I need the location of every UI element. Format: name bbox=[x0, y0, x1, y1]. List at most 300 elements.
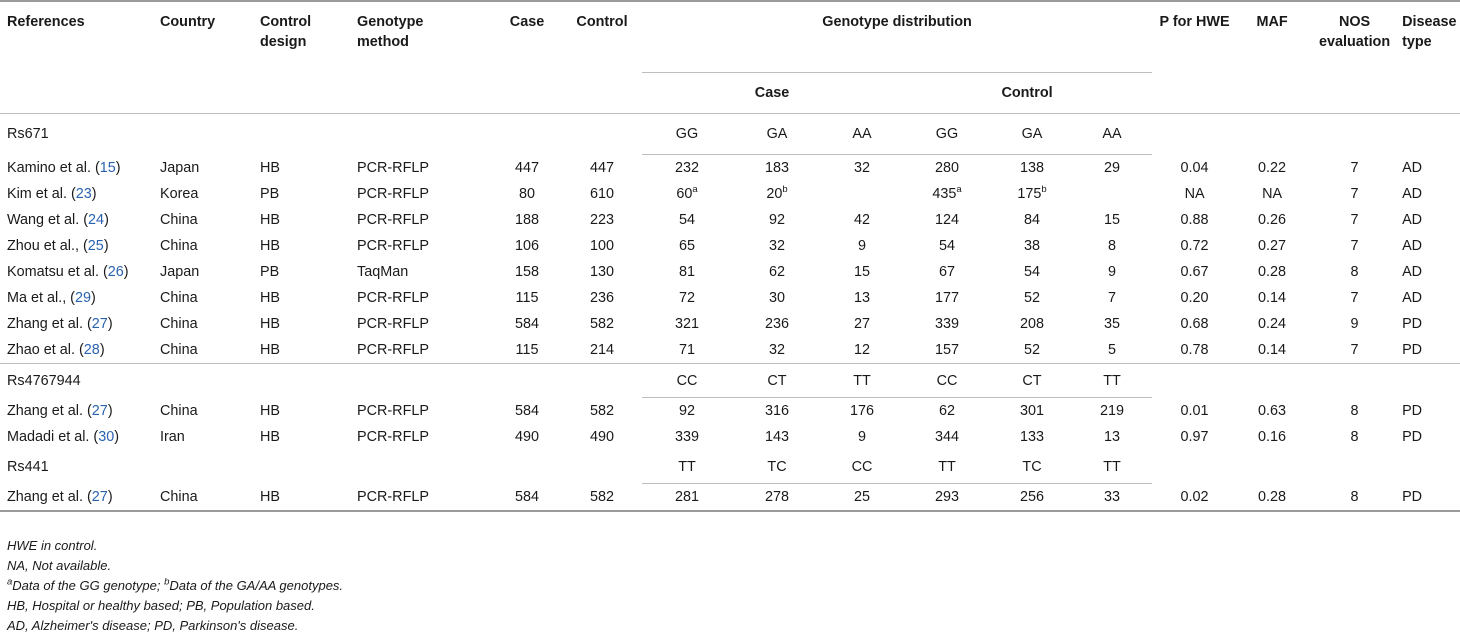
header-gd-control: Control bbox=[1001, 85, 1053, 101]
method-cell: PCR-RFLP bbox=[357, 159, 429, 176]
design-cell: HB bbox=[260, 342, 280, 358]
header-maf: MAF bbox=[1256, 14, 1288, 30]
genotype-count-cell bbox=[902, 259, 992, 285]
table-body bbox=[0, 114, 1460, 512]
country-cell: China bbox=[160, 342, 198, 358]
genotype-count: 65 bbox=[678, 238, 695, 254]
author-text: Kim et al. ( bbox=[7, 186, 76, 202]
genotype-count: 92 bbox=[678, 403, 695, 419]
maf-cell: 0.14 bbox=[1258, 342, 1287, 358]
genotype-count-cell bbox=[1072, 484, 1152, 512]
genotype-label: GG bbox=[902, 114, 992, 155]
genotype-count: 33 bbox=[1104, 489, 1121, 505]
control-cell: 236 bbox=[589, 290, 614, 306]
table-row bbox=[0, 398, 1460, 425]
genotype-count-cell bbox=[992, 207, 1072, 233]
genotype-count-cell bbox=[732, 155, 822, 182]
p-hwe-cell: 0.78 bbox=[1180, 342, 1209, 358]
maf-cell: 0.28 bbox=[1258, 264, 1287, 280]
genotype-count-cell bbox=[732, 207, 822, 233]
genotype-count: 256 bbox=[1019, 489, 1044, 505]
nos-cell: 7 bbox=[1350, 290, 1359, 306]
genotype-count: 27 bbox=[853, 316, 870, 332]
case-cell: 158 bbox=[514, 264, 539, 280]
nos-cell: 7 bbox=[1350, 342, 1359, 358]
reference-link[interactable]: 27 bbox=[91, 488, 108, 505]
reference-link[interactable]: 27 bbox=[91, 316, 108, 332]
author-text: Komatsu et al. ( bbox=[7, 264, 108, 280]
genotype-count-cell bbox=[642, 311, 732, 337]
genotype-count-cell bbox=[1072, 207, 1152, 233]
table-row bbox=[0, 424, 1460, 450]
genotype-count-cell bbox=[642, 207, 732, 233]
reference-link[interactable]: 23 bbox=[75, 186, 92, 202]
maf-cell: NA bbox=[1262, 186, 1283, 202]
genotype-label: TT bbox=[1072, 450, 1152, 484]
case-cell: 584 bbox=[514, 402, 539, 419]
control-cell: 582 bbox=[589, 316, 614, 332]
genotype-count: 13 bbox=[1104, 429, 1121, 445]
country-cell: China bbox=[160, 402, 198, 419]
genotype-count-cell bbox=[822, 207, 902, 233]
empty-cell bbox=[1152, 450, 1237, 484]
genotype-count-cell bbox=[902, 285, 992, 311]
genotype-count: 133 bbox=[1019, 429, 1044, 445]
genotype-count: 316 bbox=[764, 403, 789, 419]
genotype-count-cell bbox=[902, 337, 992, 364]
genotype-count: 54 bbox=[1023, 264, 1040, 280]
genotype-count-cell bbox=[642, 337, 732, 364]
footnote-design: HB, Hospital or healthy based; PB, Population based. bbox=[7, 598, 315, 613]
method-cell: PCR-RFLP bbox=[357, 316, 429, 332]
p-hwe-cell: 0.02 bbox=[1152, 484, 1237, 512]
genotype-count: 232 bbox=[674, 160, 699, 176]
method-cell: PCR-RFLP bbox=[357, 402, 429, 419]
genotype-count: 62 bbox=[938, 403, 955, 419]
reference-cell bbox=[0, 311, 160, 337]
p-hwe-cell: 0.72 bbox=[1180, 238, 1209, 254]
genotype-count: 293 bbox=[934, 489, 959, 505]
genotype-label: AA bbox=[822, 114, 902, 155]
genotype-count-cell bbox=[992, 398, 1072, 425]
design-cell: HB bbox=[260, 159, 280, 176]
genotype-count-cell bbox=[732, 233, 822, 259]
genotype-count: 138 bbox=[1019, 160, 1044, 176]
genotype-count: 32 bbox=[768, 238, 785, 254]
genotype-count: 20 bbox=[766, 186, 783, 202]
country-cell: Japan bbox=[160, 159, 200, 176]
genotype-count-cell bbox=[822, 337, 902, 364]
genotype-count: 280 bbox=[934, 160, 959, 176]
genotype-count-cell bbox=[1072, 285, 1152, 311]
table-row bbox=[0, 207, 1460, 233]
reference-link[interactable]: 26 bbox=[107, 264, 124, 280]
genotype-count-cell bbox=[1072, 155, 1152, 182]
country-cell: Iran bbox=[160, 429, 185, 445]
genotype-count-cell bbox=[1072, 181, 1152, 207]
genotype-count-cell bbox=[1072, 398, 1152, 425]
header-nos: NOS evaluation bbox=[1318, 14, 1391, 50]
author-text: Zhou et al., ( bbox=[7, 238, 88, 254]
genotype-count: 67 bbox=[938, 264, 955, 280]
p-hwe-cell: NA bbox=[1184, 186, 1205, 202]
genotype-count-cell bbox=[822, 181, 902, 207]
author-tail: ) bbox=[99, 342, 105, 358]
genotype-count: 219 bbox=[1100, 403, 1125, 419]
p-hwe-cell: 0.67 bbox=[1180, 264, 1209, 280]
genotype-count: 143 bbox=[764, 429, 789, 445]
footnote-na: NA, Not available. bbox=[7, 558, 112, 573]
author-text: Zhang et al. ( bbox=[7, 316, 92, 332]
reference-cell bbox=[0, 337, 160, 364]
empty-cell bbox=[1237, 364, 1307, 398]
genotype-count: 52 bbox=[1023, 342, 1040, 358]
case-cell: 188 bbox=[514, 212, 539, 228]
disease-cell: AD bbox=[1402, 212, 1423, 228]
p-hwe-cell: 0.01 bbox=[1180, 402, 1209, 419]
control-cell: 100 bbox=[589, 238, 614, 254]
maf-cell: 0.27 bbox=[1258, 238, 1287, 254]
maf-cell: 0.28 bbox=[1237, 484, 1307, 512]
genotype-count-cell bbox=[992, 337, 1072, 364]
genotype-count-cell bbox=[992, 233, 1072, 259]
genotype-count: 236 bbox=[764, 316, 789, 332]
header-case: Case bbox=[509, 14, 545, 30]
empty-cell bbox=[1237, 450, 1307, 484]
nos-cell: 7 bbox=[1350, 186, 1359, 202]
genotype-count: 321 bbox=[674, 316, 699, 332]
author-tail: ) bbox=[115, 159, 121, 176]
genotype-count-cell bbox=[902, 311, 992, 337]
genotype-label: AA bbox=[1072, 114, 1152, 155]
snp-group-row bbox=[0, 450, 1460, 484]
method-cell: PCR-RFLP bbox=[357, 212, 429, 228]
genotype-count-cell bbox=[992, 181, 1072, 207]
table-row bbox=[0, 233, 1460, 259]
genotype-count-cell bbox=[732, 259, 822, 285]
header-genotype-method: Genotype method bbox=[357, 14, 424, 50]
country-cell: China bbox=[160, 316, 198, 332]
table-row bbox=[0, 484, 1460, 512]
empty-cell bbox=[1402, 364, 1460, 398]
header-p-hwe: P for HWE bbox=[1159, 14, 1230, 30]
reference-cell bbox=[0, 233, 160, 259]
empty-cell bbox=[1152, 364, 1237, 398]
footnote-disease: AD, Alzheimer's disease; PD, Parkinson's disease. bbox=[7, 618, 299, 633]
p-hwe-cell: 0.20 bbox=[1180, 290, 1209, 306]
case-cell: 106 bbox=[514, 238, 539, 254]
author-text: Ma et al., ( bbox=[7, 290, 75, 306]
maf-cell: 0.63 bbox=[1258, 402, 1287, 419]
genotype-count-cell bbox=[642, 424, 732, 450]
genotype-count: 281 bbox=[674, 489, 699, 505]
nos-cell: 7 bbox=[1350, 159, 1359, 176]
nos-cell: 8 bbox=[1350, 264, 1359, 280]
header-genotype-distribution: Genotype distribution bbox=[642, 1, 1152, 73]
disease-cell: AD bbox=[1402, 186, 1423, 202]
genotype-label: CT bbox=[732, 364, 822, 398]
maf-cell: 0.26 bbox=[1258, 212, 1287, 228]
method-cell: PCR-RFLP bbox=[357, 429, 429, 445]
reference-link[interactable]: 24 bbox=[88, 212, 105, 228]
genotype-count: 9 bbox=[857, 238, 866, 254]
genotype-count-cell bbox=[902, 484, 992, 512]
disease-cell: PD bbox=[1402, 484, 1460, 512]
reference-link[interactable]: 15 bbox=[99, 159, 116, 176]
genotype-count-cell bbox=[822, 285, 902, 311]
table-row bbox=[0, 311, 1460, 337]
disease-cell: PD bbox=[1402, 342, 1423, 358]
genotype-count-cell bbox=[822, 484, 902, 512]
genotype-label: TT bbox=[642, 450, 732, 484]
genotype-label: CC bbox=[642, 364, 732, 398]
genotype-count-cell bbox=[992, 155, 1072, 182]
p-hwe-cell: 0.68 bbox=[1180, 316, 1209, 332]
reference-link[interactable]: 29 bbox=[74, 290, 91, 306]
footnote-marker: a bbox=[956, 184, 962, 196]
genotype-count-cell bbox=[1072, 311, 1152, 337]
genotype-count: 301 bbox=[1019, 403, 1044, 419]
empty-cell bbox=[1307, 114, 1402, 155]
genotype-count-cell bbox=[902, 233, 992, 259]
genotype-count-cell bbox=[642, 484, 732, 512]
genotype-count-cell bbox=[822, 155, 902, 182]
genotype-count-cell bbox=[642, 155, 732, 182]
method-cell: PCR-RFLP bbox=[357, 290, 429, 306]
genotype-count-cell bbox=[822, 233, 902, 259]
design-cell: PB bbox=[260, 264, 280, 280]
genotype-count: 8 bbox=[1108, 238, 1117, 254]
genotype-count: 54 bbox=[938, 238, 955, 254]
author-tail: ) bbox=[107, 488, 113, 505]
footnote-marker: b bbox=[782, 184, 788, 196]
genotype-count: 15 bbox=[1104, 212, 1121, 228]
country-cell: Japan bbox=[160, 264, 200, 280]
genotype-count: 208 bbox=[1019, 316, 1044, 332]
reference-cell bbox=[0, 484, 160, 512]
genotype-count: 157 bbox=[934, 342, 959, 358]
genotype-count-cell bbox=[642, 259, 732, 285]
empty-cell bbox=[1237, 114, 1307, 155]
genotype-count: 344 bbox=[934, 429, 959, 445]
maf-cell: 0.24 bbox=[1258, 316, 1287, 332]
genotype-count: 175 bbox=[1017, 186, 1042, 202]
genotype-count: 62 bbox=[768, 264, 785, 280]
case-cell: 584 bbox=[514, 316, 539, 332]
reference-link[interactable]: 30 bbox=[98, 429, 115, 445]
genotype-count-cell bbox=[822, 259, 902, 285]
genotype-count-cell bbox=[642, 181, 732, 207]
author-tail: ) bbox=[104, 212, 109, 228]
reference-cell bbox=[0, 285, 160, 311]
disease-cell: AD bbox=[1402, 290, 1423, 306]
genotype-count-cell bbox=[992, 311, 1072, 337]
empty-cell bbox=[1402, 114, 1460, 155]
design-cell: HB bbox=[260, 290, 280, 306]
genotype-count-cell bbox=[822, 424, 902, 450]
header-gd-case: Case bbox=[754, 85, 790, 101]
reference-cell bbox=[0, 259, 160, 285]
reference-cell bbox=[0, 207, 160, 233]
genotype-count-cell bbox=[1072, 337, 1152, 364]
genotype-count: 339 bbox=[674, 429, 699, 445]
country-cell: China bbox=[160, 212, 198, 228]
genotype-count: 177 bbox=[934, 290, 959, 306]
nos-cell: 8 bbox=[1350, 429, 1359, 445]
author-tail: ) bbox=[103, 238, 109, 254]
nos-cell: 7 bbox=[1350, 238, 1359, 254]
country-cell: China bbox=[160, 238, 198, 254]
country-cell: China bbox=[160, 484, 260, 512]
genotype-count-cell bbox=[732, 181, 822, 207]
genotype-count: 176 bbox=[849, 403, 874, 419]
genotype-count-cell bbox=[732, 484, 822, 512]
genotype-label: CC bbox=[822, 450, 902, 484]
country-cell: Korea bbox=[160, 186, 199, 202]
method-cell: TaqMan bbox=[357, 264, 409, 280]
genotype-count-cell bbox=[992, 259, 1072, 285]
control-cell: 582 bbox=[562, 484, 642, 512]
disease-cell: PD bbox=[1402, 316, 1423, 332]
design-cell: HB bbox=[260, 212, 280, 228]
genotype-count-cell bbox=[992, 424, 1072, 450]
genotype-count-cell bbox=[1072, 259, 1152, 285]
p-hwe-cell: 0.88 bbox=[1180, 212, 1209, 228]
nos-cell: 7 bbox=[1350, 212, 1359, 228]
reference-link[interactable]: 28 bbox=[83, 342, 100, 358]
genotype-count: 13 bbox=[853, 290, 870, 306]
genotype-count: 15 bbox=[853, 264, 870, 280]
reference-link[interactable]: 25 bbox=[87, 238, 104, 254]
author-tail: ) bbox=[107, 316, 113, 332]
case-cell: 490 bbox=[514, 429, 539, 445]
genotype-label: TT bbox=[1072, 364, 1152, 398]
genotype-count-cell bbox=[642, 398, 732, 425]
reference-link[interactable]: 27 bbox=[91, 402, 108, 419]
genotype-count: 32 bbox=[768, 342, 785, 358]
reference-cell bbox=[0, 398, 160, 425]
method-cell: PCR-RFLP bbox=[357, 238, 429, 254]
genotype-count: 32 bbox=[853, 160, 870, 176]
genotype-count-cell bbox=[642, 285, 732, 311]
control-cell: 610 bbox=[589, 186, 614, 202]
genotype-label: CC bbox=[902, 364, 992, 398]
genotype-count: 278 bbox=[764, 489, 789, 505]
genotype-count: 25 bbox=[853, 489, 870, 505]
table-row bbox=[0, 285, 1460, 311]
genotype-label: TC bbox=[732, 450, 822, 484]
table-row bbox=[0, 259, 1460, 285]
author-text: Kamino et al. ( bbox=[7, 159, 100, 176]
genotype-count-cell bbox=[642, 233, 732, 259]
genotype-count: 435 bbox=[932, 186, 957, 202]
author-tail: ) bbox=[123, 264, 129, 280]
snp-group-row bbox=[0, 364, 1460, 398]
disease-cell: PD bbox=[1402, 429, 1423, 445]
empty-cell bbox=[1307, 364, 1402, 398]
genotype-count: 92 bbox=[768, 212, 785, 228]
author-text: Zhang et al. ( bbox=[7, 402, 92, 419]
genotype-count: 30 bbox=[768, 290, 785, 306]
header-row bbox=[0, 1, 1460, 73]
case-cell: 447 bbox=[514, 159, 539, 176]
genotype-count: 9 bbox=[857, 429, 866, 445]
nos-cell: 9 bbox=[1350, 316, 1359, 332]
genotype-label: GG bbox=[642, 114, 732, 155]
genotype-count: 9 bbox=[1108, 264, 1117, 280]
genotype-label: TT bbox=[902, 450, 992, 484]
disease-cell: AD bbox=[1402, 238, 1423, 254]
genotype-count: 7 bbox=[1108, 290, 1117, 306]
genotype-count-cell bbox=[822, 311, 902, 337]
table-footnotes bbox=[7, 536, 343, 636]
table-row bbox=[0, 155, 1460, 182]
empty-cell bbox=[1402, 450, 1460, 484]
snp-label: Rs671 bbox=[7, 126, 49, 143]
maf-cell: 0.22 bbox=[1258, 159, 1287, 176]
empty-cell bbox=[1152, 114, 1237, 155]
genotype-count: 71 bbox=[678, 342, 695, 358]
header-disease-type: Disease type bbox=[1402, 14, 1457, 50]
disease-cell: PD bbox=[1402, 402, 1423, 419]
table-row bbox=[0, 337, 1460, 364]
disease-cell: AD bbox=[1402, 159, 1423, 176]
reference-cell bbox=[0, 155, 160, 182]
country-cell: China bbox=[160, 290, 198, 306]
author-tail: ) bbox=[91, 186, 97, 202]
p-hwe-cell: 0.04 bbox=[1180, 159, 1209, 176]
control-cell: 490 bbox=[589, 429, 614, 445]
genotype-count: 81 bbox=[678, 264, 695, 280]
case-cell: 80 bbox=[518, 186, 535, 202]
nos-cell: 8 bbox=[1307, 484, 1402, 512]
genotype-count-cell bbox=[902, 155, 992, 182]
genotype-count: 54 bbox=[678, 212, 695, 228]
snp-label: Rs4767944 bbox=[0, 364, 642, 398]
genotype-label: TT bbox=[822, 364, 902, 398]
p-hwe-cell: 0.97 bbox=[1180, 429, 1209, 445]
snp-group-row bbox=[0, 114, 1460, 155]
design-cell: HB bbox=[260, 484, 357, 512]
genotype-count: 42 bbox=[853, 212, 870, 228]
genotype-count: 38 bbox=[1023, 238, 1040, 254]
author-tail: ) bbox=[114, 429, 119, 445]
disease-cell: AD bbox=[1402, 264, 1423, 280]
author-text: Zhao et al. ( bbox=[7, 342, 84, 358]
author-text: Zhang et al. ( bbox=[7, 488, 92, 505]
design-cell: HB bbox=[260, 429, 280, 445]
genotype-count-cell bbox=[732, 424, 822, 450]
genotype-count: 60 bbox=[676, 186, 693, 202]
genotype-count: 84 bbox=[1023, 212, 1040, 228]
genotype-count-cell bbox=[732, 398, 822, 425]
table-row bbox=[0, 181, 1460, 207]
author-text: Wang et al. ( bbox=[7, 212, 89, 228]
genotype-count: 29 bbox=[1104, 160, 1121, 176]
footnote-hwe: HWE in control. bbox=[7, 538, 98, 553]
header-control-design: Control design bbox=[260, 14, 312, 50]
author-tail: ) bbox=[107, 402, 113, 419]
genotype-count: 72 bbox=[678, 290, 695, 306]
genotype-label: GA bbox=[992, 114, 1072, 155]
genotype-label: CT bbox=[992, 364, 1072, 398]
nos-cell: 8 bbox=[1350, 402, 1359, 419]
case-cell: 115 bbox=[515, 290, 539, 306]
footnote-marker: b bbox=[1041, 184, 1047, 196]
case-cell: 115 bbox=[515, 342, 539, 358]
genotype-count-cell bbox=[732, 285, 822, 311]
genotype-count-cell bbox=[822, 398, 902, 425]
